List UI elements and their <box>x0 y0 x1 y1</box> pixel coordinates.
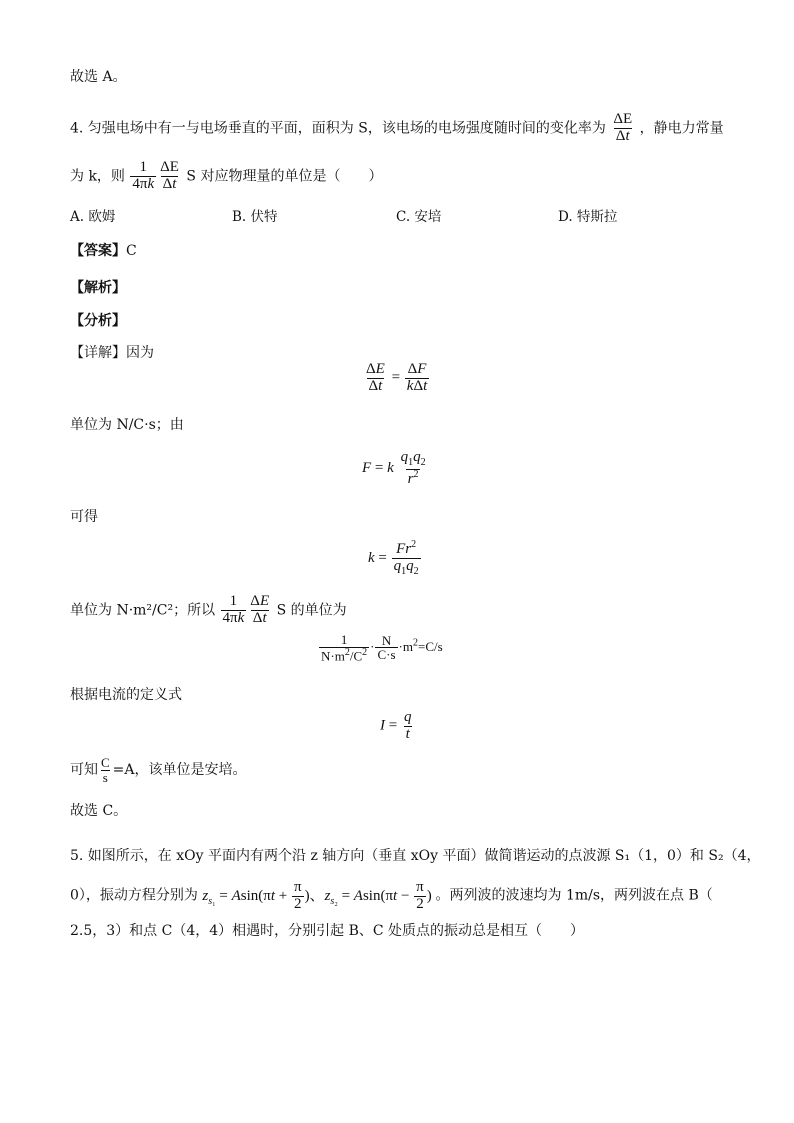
one-over-4pik-fraction: $\frac{1}{4\pi k}$ <box>132 159 155 192</box>
formula-current: I = $\frac{q}{t}$ <box>380 709 412 742</box>
c-over-s-fraction: $\frac{C}{s}$ <box>101 755 110 785</box>
question-4-text-a: 4. 匀强电场中有一与电场垂直的平面，面积为 S，该电场的电场强度随时间的变化率为 <box>70 120 606 137</box>
formula-unit-derivation: $\frac{1}{N\cdot m^2/C^2}$ · $\frac{N}{C\cdot s}$ $\cdot m^2=C/s$ <box>321 632 443 663</box>
unit-line-2-b: S 的单位为 <box>276 602 347 619</box>
unit-line-2-a: 单位为 N·m²/C²；所以 <box>70 602 216 619</box>
fenxi-heading: 【分析】 <box>70 313 126 329</box>
unit-line-1: 单位为 N/C·s；由 <box>70 417 184 433</box>
answer-value: C <box>126 243 137 259</box>
question-5-stem-line1: 5. 如图所示，在 xOy 平面内有两个沿 z 轴方向（垂直 xOy 平面）做简谐运动的点波源 S₁（1，0）和 S₂（4， <box>70 848 761 864</box>
rate-of-change-fraction: $\frac{\Delta E}{\Delta t}$ <box>613 111 633 144</box>
question-5-stem-line2 <box>70 880 713 913</box>
kezhi-b: =A，该单位是安培。 <box>112 762 247 779</box>
current-definition-line: 根据电流的定义式 <box>70 687 182 703</box>
question-4-stem-line2 <box>70 160 382 193</box>
formula-k: k = $\frac{Fr^2}{q_1q_2}$ <box>368 539 419 577</box>
option-a: A. 欧姆 <box>70 209 116 225</box>
kezhi-a: 可知 <box>70 762 98 779</box>
kede-line: 可得 <box>70 509 98 525</box>
question-5-text-b: 。两列波的波速均为 1m/s，两列波在点 B（ <box>435 887 713 904</box>
unit-line-2-frac1: $\frac{1}{4\pi k}$ <box>222 593 245 626</box>
vibration-equations: $z_{s_1} = Asin(\pi t$ + $\frac{\pi}{2}$ )、$z_{s_2} = Asin(\pi t$ − $\frac{\pi}{2}$ ) <box>202 879 436 912</box>
option-c: C. 安培 <box>396 209 442 225</box>
question-4-text-b: ，静电力常量 <box>639 120 724 137</box>
formula-coulomb: F = k $\frac{q_1q_2}{r^2}$ <box>362 449 426 487</box>
question-5-text-a: 0），振动方程分别为 <box>70 887 198 904</box>
unit-line-2-frac2: $\frac{\Delta E}{\Delta t}$ <box>250 593 270 626</box>
question-4-stem <box>70 112 724 145</box>
question-4-text-c: 为 k，则 <box>70 168 125 185</box>
delta-e-over-delta-t-fraction: $\frac{\Delta E}{\Delta t}$ <box>160 159 179 192</box>
kezhi-line <box>70 756 247 784</box>
question-4-text-d: S 对应物理量的单位是（ ） <box>186 168 383 185</box>
answer-label: 【答案】 <box>70 243 126 259</box>
final-answer-choice: 故选 C。 <box>70 803 128 819</box>
analysis-heading: 【解析】 <box>70 280 126 296</box>
answer-line <box>70 240 137 260</box>
option-d: D. 特斯拉 <box>558 209 618 225</box>
previous-answer-choice: 故选 A。 <box>70 69 127 85</box>
detail-heading: 【详解】因为 <box>70 345 154 361</box>
question-5-stem-line3: 2.5，3）和点 C（4，4）相遇时，分别引起 B、C 处质点的振动总是相互（ ） <box>70 923 585 939</box>
formula-delta-e-eq: $\frac{\Delta E}{\Delta t}$ = $\frac{\Delta F}{\text{kΔt}}$ <box>366 361 428 394</box>
option-b: B. 伏特 <box>232 209 278 225</box>
unit-line-2 <box>70 594 347 627</box>
